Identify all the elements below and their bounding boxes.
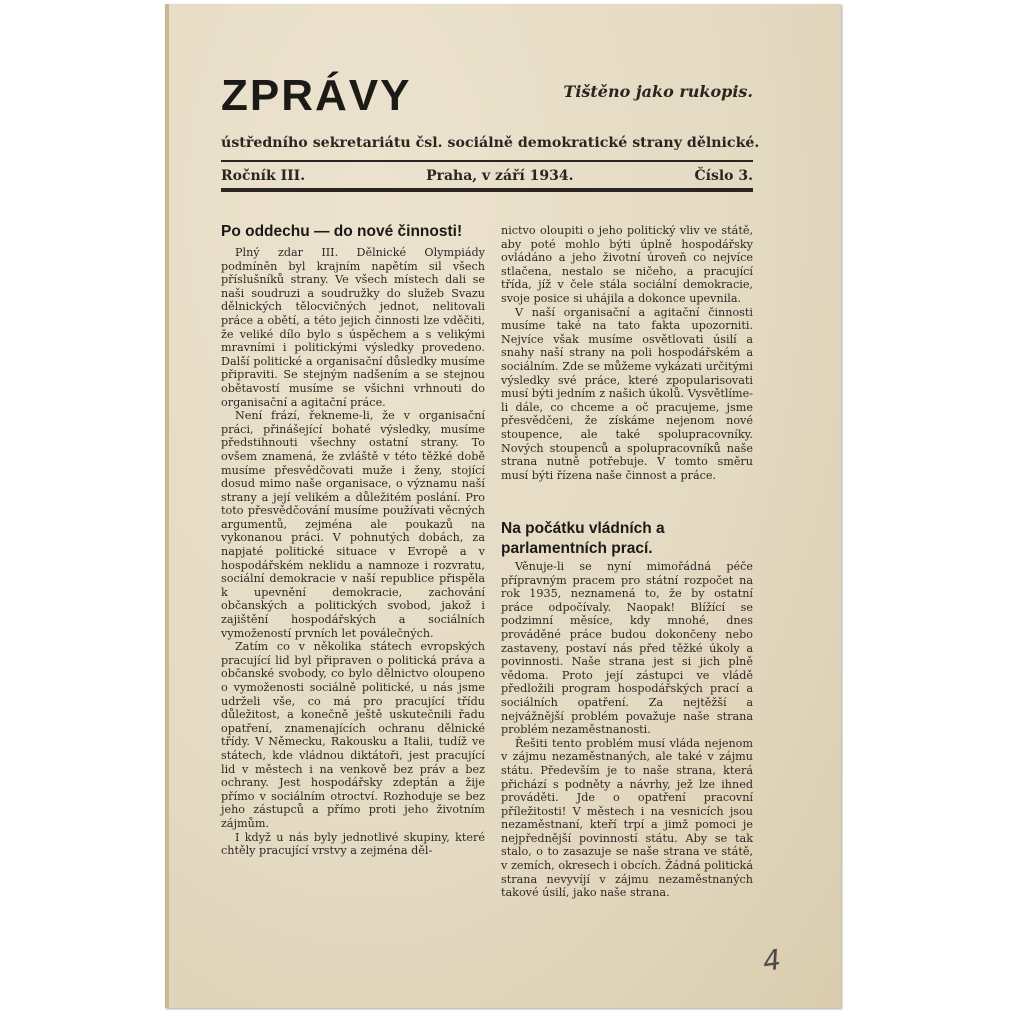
newspaper-page [165, 4, 841, 1008]
article-paragraph: Řešiti tento problém musí vláda nejenom v zájmu nezaměstnaných, ale také v zájmu státu. Především je to naše strana, která přichází s podněty a návrhy, jež lze ihned prováděti. Jde o opatření pracovní příležitosti! V městech i na vesnicích jsou nezaměstnaní, kteří trpí a jimž pomoci je nejpřednější povinností státu. Aby se tak stalo, o to zasazuje se naše strana ve státě, v zemích, okresech i obcích. Žádná politická strana nevyvíjí v zájmu nezaměstnaných takové úsilí, jako naše strana. [501, 736, 753, 900]
masthead-title: ZPRÁVY [221, 71, 412, 120]
issue-number: Číslo 3. [694, 168, 753, 184]
article-paragraph: Zatím co v několika státech evropských pracující lid byl připraven o politická práva a občanské svobody, co bylo dělnictvo oloupeno o vymoženosti sociálně politické, u nás jsme udrželi vše, co má pro pracující třídu důležitost, a konečně ještě uskutečnili řadu opatření, znamenajících ochranu dělnické třídy. V Německu, Rakousku a Italii, tudíž ve státech, kde vládnou diktátoři, jest pracující lid v městech i na venkově bez práv a bez ochrany. Jest hospodářsky zdeptán a žije přímo v sociálním otroctví. Rozhoduje se bez jeho zástupců a přímo proti jeho životním zájmům. [221, 640, 485, 830]
article-column-right-bottom [501, 560, 753, 900]
masthead-rule-bottom [221, 188, 753, 192]
organization-subtitle: ústředního sekretariátu čsl. sociálně demokratické strany dělnické. [221, 135, 760, 151]
volume-label: Ročník III. [221, 168, 306, 184]
place-date: Praha, v září 1934. [426, 168, 574, 184]
handwritten-annotation: 4 [760, 942, 784, 979]
article-heading-2: Na počátku vládních a parlamentních prací. [501, 520, 665, 557]
issue-info-row [221, 168, 753, 184]
article-paragraph: Není frází, řekneme-li, že v organisační práci, přinášející bohaté výsledky, musíme předstihnouti všechny ostatní strany. To ovšem znamená, že zvláště v této těžké době musíme přesvědčovati muže i ženy, stojící dosud mimo naše organisace, o významu naší strany a její velikém a důležitém poslání. Pro toto přesvědčování musíme používati věcných argumentů, zejména ale poukazů na vykonanou práci. V pohnutých dobách, za napjaté politické situace v Evropě a v hospodářském neklidu a namnoze i rozvratu, sociální demokracie v naší republice přispěla k upevnění demokracie, zachování občanských a politických svobod, jakož i zajištění hospodářských a sociálních vymožeností prvních let poválečných. [221, 409, 485, 640]
article-paragraph: I když u nás byly jednotlivé skupiny, které chtěly pracující vrstvy a zejména děl- [221, 830, 485, 858]
masthead-rule-top [221, 160, 753, 162]
article-paragraph: Věnuje-li se nyní mimořádná péče přípravným pracem pro státní rozpočet na rok 1935, neznamená to, že by ostatní práce odpočívaly. Naopak! Blížící se podzimní měsíce, kdy mnohé, dnes prováděné práce budou dokončeny nebo zastaveny, postaví nás před těžké úkoly a povinnosti. Naše strana jest si jich plně vědoma. Proto její zástupci ve vládě předložili program hospodářských prací a sociálních opatření. Za nejtěžší a nejvážnější problém považuje naše strana problém nezaměstnanosti. [501, 560, 753, 737]
page-edge [165, 4, 169, 1008]
article-heading-1: Po oddechu — do nové činnosti! [221, 223, 463, 240]
article-paragraph: V naší organisační a agitační činnosti musíme také na tato fakta upozorniti. Nejvíce však musíme osvětlovati úsilí a snahy naší strany na poli hospodářském a sociálním. Zde se můžeme vykázati určitými výsledky své práce, které zpopularisovati musí býti jedním z našich úkolů. Vysvětlíme-li dále, co chceme a oč pracujeme, jsme přesvědčeni, že získáme nejenom nové stoupence, ale také spolupracovníky. Nových stoupenců a spolupracovníků naše strana nutně potřebuje. V tomto směru musí býti řízena naše činnost a práce. [501, 305, 753, 482]
article-paragraph: Plný zdar III. Dělnické Olympiády podmíněn byl krajním napětím sil všech příslušníků strany. Ve všech místech dali se naši soudruzi a soudružky do služeb Svazu dělnických tělocvičných jednot, nelitovali práce a obětí, a této jejich činnosti lze vděčiti, že veliké dílo bylo s úspěchem a s velikými mravními i politickými výsledky provedeno. Další politické a organisační důsledky musíme připraviti. Se stejným nadšením a se stejnou obětavostí musíme se všichni vrhnouti do organisační a agitační práce. [221, 246, 485, 409]
print-note: Tištěno jako rukopis. [563, 82, 753, 101]
article-paragraph: nictvo oloupiti o jeho politický vliv ve státě, aby poté mohlo býti úplně hospodářsky ovládáno a jeho životní úroveň co nejvíce stlačena, nestalo se ničeho, a pracující třída, jíž v čele stála sociální demokracie, svoje posice si uhájila a dokonce upevnila. [501, 224, 753, 305]
article-column-right-top [501, 224, 753, 482]
article-column-left [221, 246, 485, 858]
